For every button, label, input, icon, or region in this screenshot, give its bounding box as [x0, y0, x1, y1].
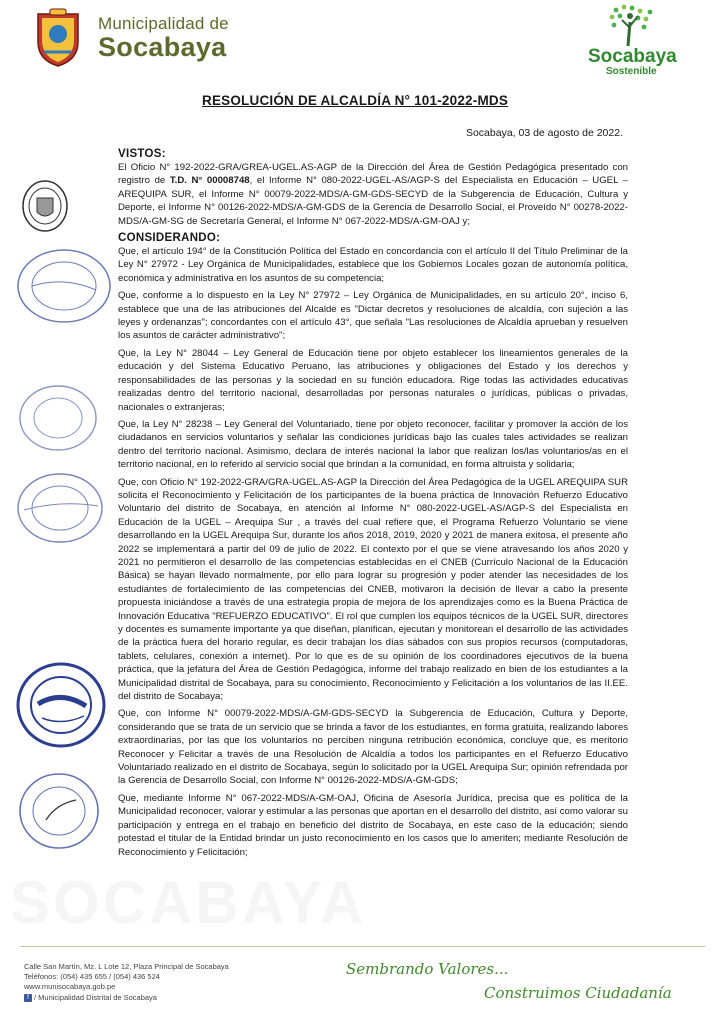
td-number: T.D. N° 00008748 [169, 175, 250, 187]
footer-address: Calle San Martín, Mz. L Lote 12, Plaza Principal de Socabaya [24, 962, 229, 971]
sostenible-tree-logo-icon [594, 2, 664, 48]
considerando-paragraph: Que, la Ley N° 28044 – Ley General de Educación tiene por objeto establecer los lineamientos generales de la educación y del Sistema Educativo Peruano, las atribuciones y obligaciones del Estado y los derechos y responsabilidades de las personas y la sociedad en su función educadora. Rige todas las actividades educativas realizadas dentro del territorio nacional, desarrolladas por personas naturales o jurídicas, públicas o privadas, nacionales o extranjeras; [118, 347, 628, 413]
footer-phones: Teléfonos: (054) 435 655 / (054) 436 524 [24, 972, 160, 982]
stamp-seal-icon [14, 470, 106, 546]
considerando-paragraph: Que, con Informe N° 00079-2022-MDS/A-GM-GDS-SECYD la Subgerencia de Educación, Cultura y Deporte, considerando que se trata de un servicio que se brinda a favor de los estudiantes, en forma gratuita, realizando labores extraordinarias, por las que los voluntarios no perciben ninguna retribución económica, concluye que, es meritorio Reconocer y Felicitar a través de una Resolución de Alcaldía a todos los participantes en el Refuerzo Educativo Voluntariado realizado en el distrito de Socabaya, según lo solicitado por la UGEL Arequipa Sur; opinión refrendada por la Gerencia de Desarrollo Social, con Informe N° 00126-2022-MDS/A-GM-GDS; [118, 708, 628, 787]
municipal-crest-icon [30, 8, 86, 68]
vistos-paragraph [118, 161, 628, 228]
considerando-paragraph: Que, con Oficio N° 192-2022-GRA/GRA-UGEL.AS-AGP la Dirección del Área Pedagógica de la UGEL AREQUIPA SUR solicita el Reconocimiento y Felicitación de los participantes de la buena práctica de Innovación Refuerzo Educativo Voluntario del distrito de Socabaya, en atención al Informe N° 080-2022-UGEL-AS/AGP-S del Especialista en Educación de la UGEL – Arequipa Sur , a través del cual refiere que, el Programa Refuerzo Voluntario se viene desarrollando en la UGEL Arequipa Sur, durante los años 2018, 2019, 2020 y 2021 de manera exitosa, el presente año 2022 se implementará a partir del 09 de julio de 2022. El contexto por el que se viene atravesando los años 2020 y 2021 no permitieron el desarrollo de las competencias establecidas en el CNEB (Currículo Nacional de la Educación Básica) se hayan llevado normalmente, por ello para lograr su progresión y poder atender las necesidades de los estudiantes de fortalecimiento de las competencias del CNEB, motivaron la decisión de llevar a cabo la presente propuesta iniciándose a través de una estrategia propia de mejora de los aprendizajes como es la Buena Práctica de Innovación Educativa "REFUERZO EDUCATIVO". El rol que cumplen los equipos técnicos de la UGEL SUR, directores y docentes es sumamente importante ya que diseñan, planifican, ejecutan y monitorean el desarrollo de las actividades de la práctica fuera del horario regular, es decir trabajan los días sábados con sus propios recursos (computadoras, tablets, celulares, conexión a internet). Por lo que es de su opinión de los coordinadores ejecutivos de la buena práctica, que la jefatura del Área de Gestión Pedagógica, informe del trabajo realizado en bien de los estudiantes a la Municipalidad distrital de Socabaya, para su conocimiento, Reconocimiento y Felicitación a los voluntarios de las II.EE. del distrito de Socabaya; [118, 476, 628, 703]
considerando-paragraph: Que, el artículo 194° de la Constitución Política del Estado en concordancia con el artículo II del Título Preliminar de la Ley N° 27972 - Ley Orgánica de Municipalidades, establece que los Gobiernos Locales gozan de autonomía política, económica y administrativa en los asuntos de su competencia; [118, 246, 628, 284]
sostenible-logo-subtitle: Sostenible [606, 66, 657, 77]
vistos-text-a: El Oficio N° 192-2022-GRA/GREA-UGEL.AS-AGP de la Dirección del Área de Gestión Pedagógica presentado con registro de [118, 162, 628, 187]
stamp-seal-icon [14, 246, 114, 326]
footer-contact [24, 962, 229, 1003]
stamp-seal-icon [14, 660, 108, 750]
resolution-date: Socabaya, 03 de agosto de 2022. [465, 127, 623, 139]
resolution-title: RESOLUCIÓN DE ALCALDÍA N° 101-2022-MDS [202, 93, 509, 108]
footer-slogan-2: Construimos Ciudadanía [484, 984, 672, 1002]
footer-web: www.munisocabaya.gob.pe [24, 982, 116, 992]
footer-divider [20, 946, 705, 947]
considerando-heading: CONSIDERANDO: [118, 232, 221, 245]
considerando-paragraph: Que, la Ley N° 28238 – Ley General del Voluntariado, tiene por objeto reconocer, facilitar y promover la acción de los ciudadanos en servicios voluntarios y señalar las condiciones jurídicas bajo las cuales tales actividades se realizan dentro del territorio nacional. Asimismo, declara de interés nacional la labor que realizan los/las voluntarios/as en el territorio nacional, en lo referido al servicio social que brindan a la comunidad, en forma altruista y solidaria; [118, 418, 628, 471]
considerando-paragraph: Que, conforme a lo dispuesto en la Ley N° 27972 – Ley Orgánica de Municipalidades, en su artículo 20°, inciso 6, establece que una de las atribuciones del Alcalde es "Dictar decretos y resoluciones de alcaldía, con sujeción a las leyes y ordenanzas"; concordantes con el artículo 43°, que señala "Las resoluciones de Alcaldía aprueban y resuelven los asuntos de carácter administrativo"; [118, 290, 628, 342]
vistos-heading: VISTOS: [118, 148, 166, 160]
considerando-paragraph: Que, mediante Informe N° 067-2022-MDS/A-GM-OAJ, Oficina de Asesoría Jurídica, precisa que es política de la Municipalidad reconocer, valorar y estimular a las personas que aportan en el desarrollo del distrito, así como valorar su participación y entrega en el trabajo en beneficio del distrito de Socabaya, en este caso de la educación; siendo potestad el titular de la Entidad brindar un justo reconocimiento en los casos que lo ameriten; mediante Resolución de Reconocimiento y Felicitación; [118, 792, 628, 858]
stamp-seal-icon [20, 178, 70, 234]
sostenible-logo-name: Socabaya [588, 46, 677, 67]
org-name-big: Socabaya [98, 32, 227, 62]
watermark: SOCABAYA [10, 869, 367, 936]
footer-slogan-1: Sembrando Valores... [346, 960, 509, 978]
org-name-small: Municipalidad de [98, 14, 229, 33]
footer-facebook-line [24, 993, 229, 1003]
footer-facebook: / Municipalidad Distrital de Socabaya [34, 992, 157, 1002]
vistos-text-b: , el Informe N° 080-2022-UGEL-AS/AGP-S del Especialista en Educación – UGEL – AREQUIPA SUR, el Informe N° 00079-2022-MDS/A-GM-GDS-SECYD de la Subgerencia de Educación, Cultura y Deporte, el Informe N° 00126-2022-MDS/A-GM-GDS de la Gerencia de Desarrollo Social, el Proveído N° 00278-2022-MDS/A-GM-SG de Secretaría General, el Informe N° 067-2022-MDS/A-GM-OAJ y; [118, 175, 629, 227]
resolution-body [118, 148, 628, 863]
facebook-icon: f [24, 994, 32, 1002]
stamp-seal-icon [16, 382, 100, 454]
stamp-seal-icon [16, 770, 102, 852]
